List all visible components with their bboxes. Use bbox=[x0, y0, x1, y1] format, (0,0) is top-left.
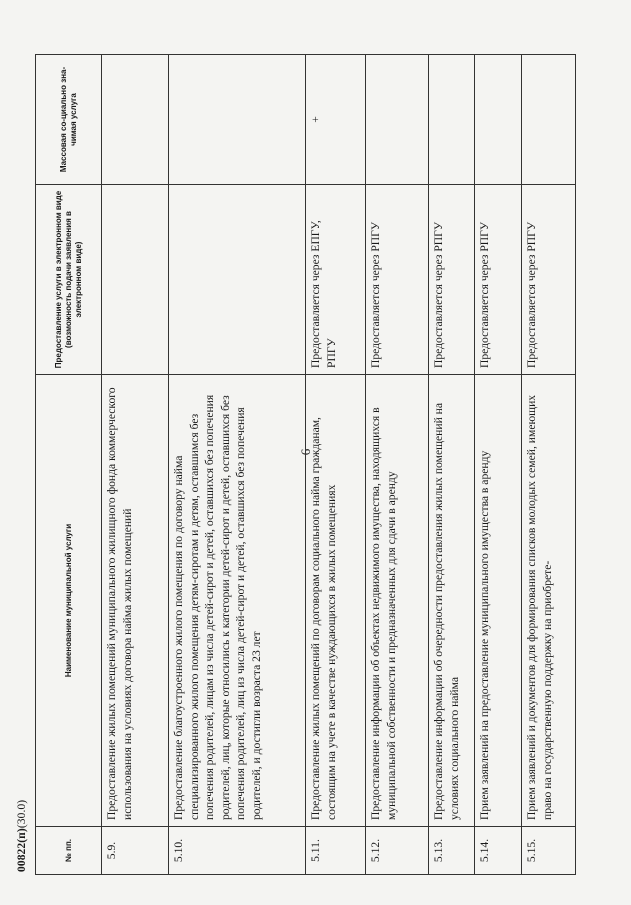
row-num: 5.11. bbox=[306, 827, 366, 875]
row-electronic: Предоставляется через РПГУ bbox=[522, 185, 576, 375]
table-row bbox=[102, 55, 169, 875]
row-mass bbox=[102, 55, 169, 185]
row-service-name: Предоставление благоустроенного жилого помещения по договору найма специализированного жилого помещения детям-сиротам и детям, оставшимся без попечения родителей, лицам из числа детей-сирот и детей, оставшихся без попечения родителей, лиц, которые относились к категории детей-сирот и детей, оставшихся без попечения родителей, лиц из числа детей-сирот и детей, оставшихся без попечения родителей, и достигли возраста 23 лет bbox=[169, 375, 306, 827]
row-electronic bbox=[102, 185, 169, 375]
row-num: 5.14. bbox=[475, 827, 522, 875]
row-service-name: Прием заявлений на предоставление муниципального имущества в аренду bbox=[475, 375, 522, 827]
row-mass bbox=[475, 55, 522, 185]
rotated-table-wrapper bbox=[35, 55, 575, 875]
row-num: 5.9. bbox=[102, 827, 169, 875]
row-num: 5.10. bbox=[169, 827, 306, 875]
row-service-name: Предоставление информации об объектах недвижимого имущества, находящихся в муниципальной собственности и предназначенных для сдачи в аренду bbox=[366, 375, 429, 827]
row-mass bbox=[429, 55, 475, 185]
row-service-name: Предоставление жилых помещений по договорам социального найма гражданам, состоящим на учете в качестве нуждающихся в жилых помещениях bbox=[306, 375, 366, 827]
row-service-name: Предоставление жилых помещений муниципального жилищного фонда коммерческого использования на условиях договора найма жилых помещений bbox=[102, 375, 169, 827]
header-mass: Массовая со-циально зна-чимая услуга bbox=[36, 55, 102, 185]
header-electronic: Предоставление услуги в электронном виде (возможность подачи заявления в электронном виде) bbox=[36, 185, 102, 375]
table-row bbox=[522, 55, 576, 875]
table-row bbox=[475, 55, 522, 875]
row-num: 5.13. bbox=[429, 827, 475, 875]
row-num: 5.12. bbox=[366, 827, 429, 875]
row-electronic: Предоставляется через РПГУ bbox=[429, 185, 475, 375]
table-row bbox=[169, 55, 306, 875]
table-row bbox=[366, 55, 429, 875]
services-table bbox=[35, 54, 576, 875]
row-mass bbox=[169, 55, 306, 185]
row-mass bbox=[366, 55, 429, 185]
row-mass: + bbox=[306, 55, 366, 185]
row-electronic bbox=[169, 185, 306, 375]
table-row bbox=[429, 55, 475, 875]
footer-code: 00822(п)(30.0) bbox=[16, 799, 28, 872]
page-number: 6 bbox=[298, 448, 313, 456]
row-num: 5.15. bbox=[522, 827, 576, 875]
row-electronic: Предоставляется через РПГУ bbox=[475, 185, 522, 375]
header-name: Наименование муниципальной услуги bbox=[36, 375, 102, 827]
table-header-row bbox=[36, 55, 102, 875]
table-row bbox=[306, 55, 366, 875]
row-service-name: Прием заявлений и документов для формирования списков молодых семей, имеющих право на государственную поддержку на приобрете- bbox=[522, 375, 576, 827]
row-electronic: Предоставляется через РПГУ bbox=[366, 185, 429, 375]
row-mass bbox=[522, 55, 576, 185]
header-num: № пп. bbox=[36, 827, 102, 875]
row-electronic: Предоставляется через ЕПГУ, РПГУ bbox=[306, 185, 366, 375]
row-service-name: Предоставление информации об очередности предоставления жилых помещений на условиях социального найма bbox=[429, 375, 475, 827]
